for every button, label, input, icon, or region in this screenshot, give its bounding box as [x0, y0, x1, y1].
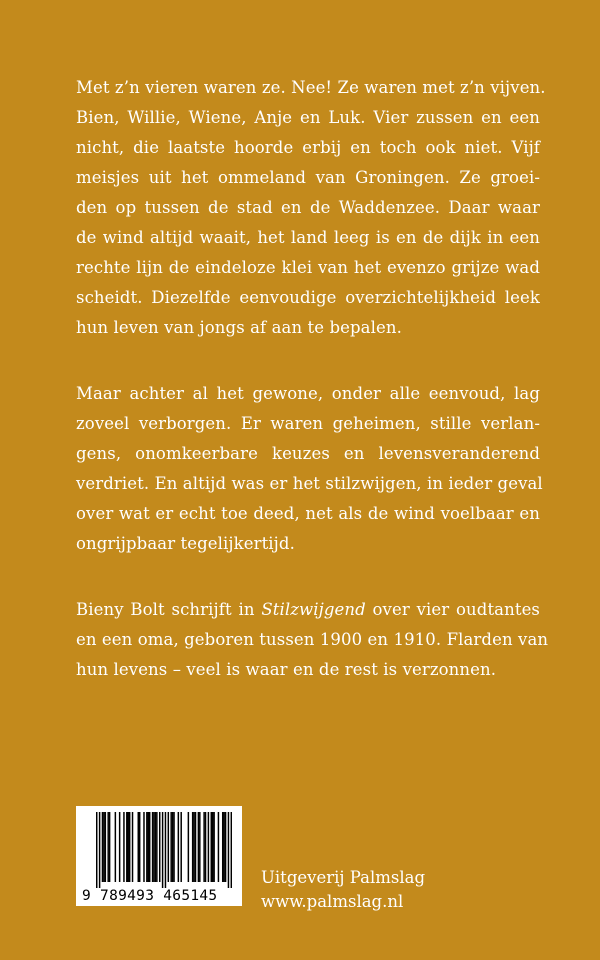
barcode-bar	[102, 812, 103, 882]
barcode-bar	[139, 812, 140, 882]
blurb-line: nicht, die laatste hoorde erbij en toch ook niet. Vijf	[76, 138, 540, 157]
barcode-bar	[212, 812, 213, 882]
barcode-bar	[155, 812, 156, 882]
barcode-bar	[149, 812, 150, 882]
barcode-bar	[172, 812, 173, 882]
barcode-bar	[129, 812, 130, 882]
back-cover-blurb	[76, 73, 549, 721]
barcode-bar	[127, 812, 128, 882]
barcode-bar	[159, 812, 160, 882]
barcode-bar	[143, 812, 144, 882]
barcode-bar	[152, 812, 153, 882]
barcode-bar	[225, 812, 226, 882]
barcode-bar	[195, 812, 196, 882]
barcode-bar	[199, 812, 200, 882]
barcode-bar	[222, 812, 223, 882]
blurb-line	[76, 595, 540, 625]
barcode-bar	[205, 812, 206, 882]
publisher-info	[261, 866, 425, 914]
blurb-line: rechte lijn de eindeloze klei van het evenzo grijze wad	[76, 258, 540, 277]
barcode-bar	[203, 812, 204, 882]
blurb-line: Maar achter al het gewone, onder alle eenvoud, lag	[76, 384, 540, 403]
barcode-bar	[156, 812, 157, 882]
barcode-bar	[109, 812, 110, 882]
blurb-line: zoveel verborgen. Er waren geheimen, stille verlan-	[76, 414, 540, 433]
blurb-line: den op tussen de stad en de Waddenzee. Daar waar	[76, 198, 540, 217]
barcode-bar	[192, 812, 193, 882]
barcode-bar	[188, 812, 189, 882]
book-title: Stilzwijgend	[261, 600, 366, 619]
barcode-bar	[153, 812, 154, 882]
barcode-bar	[162, 812, 163, 888]
barcode-bar	[99, 812, 100, 888]
barcode-bar	[126, 812, 127, 882]
barcode-bars	[96, 812, 232, 888]
blurb-line: verdriet. En altijd was er het stilzwijgen, in ieder geval	[76, 474, 543, 493]
barcode-bar	[103, 812, 104, 882]
blurb-paragraph-1	[76, 73, 546, 343]
barcode-bar	[132, 812, 133, 882]
blurb-text: Bieny Bolt schrijft in	[76, 600, 262, 619]
blurb-line: meisjes uit het ommeland van Groningen. Ze groei-	[76, 168, 540, 187]
barcode-bar	[170, 812, 171, 882]
barcode-bar	[213, 812, 214, 882]
blurb-paragraph-3	[76, 595, 549, 685]
barcode-bar	[231, 812, 232, 888]
barcode-bar	[180, 812, 181, 882]
barcode-bar	[208, 812, 209, 882]
blurb-line: Met z’n vieren waren ze. Nee! Ze waren met z’n vijven.	[76, 78, 546, 97]
barcode-bar	[115, 812, 116, 882]
blurb-line: de wind altijd waait, het land leeg is en de dijk in een	[76, 228, 540, 247]
barcode-number: 9 789493 465145	[82, 888, 218, 904]
barcode-bar	[223, 812, 224, 882]
barcode-bar	[173, 812, 174, 882]
barcode-bar	[178, 812, 179, 882]
blurb-text: over vier oudtantes	[365, 600, 540, 619]
barcode-bar	[148, 812, 149, 882]
barcode-bar	[123, 812, 124, 882]
blurb-line: hun leven van jongs af aan te bepalen.	[76, 318, 402, 337]
blurb-line: over wat er echt toe deed, net als de wind voelbaar en	[76, 504, 540, 523]
barcode-bar	[211, 812, 212, 882]
barcode-bar	[119, 812, 120, 882]
barcode-bar	[168, 812, 169, 882]
barcode-bar	[146, 812, 147, 882]
isbn-barcode	[76, 806, 242, 906]
blurb-line: scheidt. Diezelfde eenvoudige overzichtelijkheid leek	[76, 288, 540, 307]
barcode-bar	[105, 812, 106, 882]
barcode-bar	[228, 812, 229, 888]
blurb-line: Bien, Willie, Wiene, Anje en Luk. Vier zussen en een	[76, 108, 540, 127]
barcode-bar	[165, 812, 166, 888]
barcode-bar	[193, 812, 194, 882]
blurb-line: ongrijpbaar tegelijkertijd.	[76, 534, 295, 553]
blurb-line: en een oma, geboren tussen 1900 en 1910. Flarden van	[76, 630, 549, 649]
blurb-line: hun levens – veel is waar en de rest is verzonnen.	[76, 660, 497, 679]
barcode-bar	[218, 812, 219, 882]
blurb-line: gens, onomkeerbare keuzes en levensveranderend	[76, 444, 540, 463]
barcode-bar	[198, 812, 199, 882]
blurb-paragraph-2	[76, 379, 543, 559]
barcode-bar	[138, 812, 139, 882]
publisher-website: www.palmslag.nl	[261, 892, 404, 911]
publisher-name: Uitgeverij Palmslag	[261, 868, 426, 887]
barcode-bar	[107, 812, 108, 882]
barcode-bar	[96, 812, 97, 888]
